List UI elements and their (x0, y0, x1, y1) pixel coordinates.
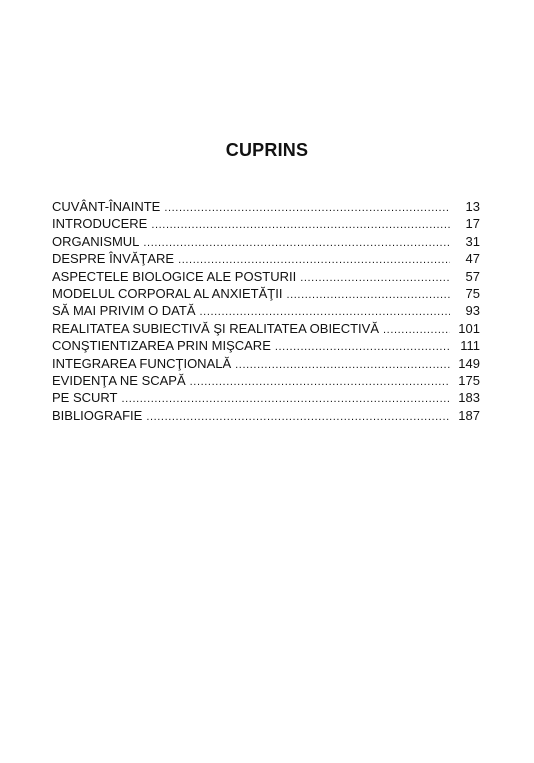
toc-dot-leader (143, 235, 450, 252)
toc-dot-leader (190, 374, 450, 391)
toc-entry-label: SĂ MAI PRIVIM O DATĂ (52, 303, 196, 319)
toc-entry (52, 268, 480, 285)
toc-entry-page: 17 (465, 216, 480, 232)
toc-dot-leader (235, 357, 450, 374)
page-title: CUPRINS (225, 140, 309, 160)
toc-entry-label: PE SCURT (52, 390, 118, 406)
toc-dot-leader (286, 287, 450, 304)
toc-dot-leader (164, 200, 450, 217)
toc-entry (52, 389, 480, 406)
toc-dot-leader (275, 339, 450, 356)
toc-entry-page: 13 (465, 199, 480, 214)
toc-entry-page: 31 (465, 233, 480, 249)
toc-entry-label: INTRODUCERE (52, 216, 148, 232)
toc-entry-page: 57 (465, 268, 480, 284)
toc-entry (52, 372, 480, 389)
toc-dot-leader (122, 391, 451, 408)
toc-dot-leader (146, 409, 450, 426)
toc-entry (52, 407, 480, 424)
toc-entry-page: 187 (458, 407, 480, 423)
toc-dot-leader (151, 217, 450, 234)
toc-entry-label: MODELUL CORPORAL AL ANXIETĂŢII (52, 285, 283, 301)
toc-entry-page: 111 (460, 338, 480, 354)
toc-entry (52, 215, 480, 232)
toc-entry (52, 198, 480, 215)
toc-entry-page: 47 (465, 251, 480, 267)
toc-entry-label: EVIDENŢA NE SCAPĂ (52, 372, 186, 388)
toc-entry (52, 233, 480, 250)
toc-entry-page: 175 (458, 372, 480, 388)
toc-dot-leader (300, 270, 450, 287)
toc-entry (52, 302, 480, 319)
toc-dot-leader (383, 322, 450, 339)
table-of-contents (52, 198, 480, 424)
toc-entry-label: CONŞTIENTIZAREA PRIN MIŞCARE (52, 338, 271, 354)
toc-entry-page: 93 (465, 303, 480, 319)
toc-entry (52, 250, 480, 267)
toc-entry-label: DESPRE ÎNVĂŢARE (52, 251, 175, 267)
toc-entry (52, 355, 480, 372)
toc-entry-label: BIBLIOGRAFIE (52, 407, 143, 423)
toc-entry-page: 183 (458, 390, 480, 406)
toc-entry (52, 337, 480, 354)
toc-entry-label: ASPECTELE BIOLOGICE ALE POSTURII (52, 268, 297, 284)
toc-entry-label: REALITATEA SUBIECTIVĂ ŞI REALITATEA OBIECTIVĂ (52, 320, 380, 336)
toc-entry-label: ORGANISMUL (52, 233, 140, 249)
toc-entry (52, 320, 480, 337)
toc-entry-page: 75 (465, 285, 480, 301)
toc-entry (52, 285, 480, 302)
toc-entry-label: INTEGRAREA FUNCŢIONALĂ (52, 355, 232, 371)
toc-entry-page: 101 (458, 320, 480, 336)
toc-entry-page: 149 (458, 355, 480, 371)
toc-entry-label: CUVÂNT-ÎNAINTE (52, 199, 161, 214)
